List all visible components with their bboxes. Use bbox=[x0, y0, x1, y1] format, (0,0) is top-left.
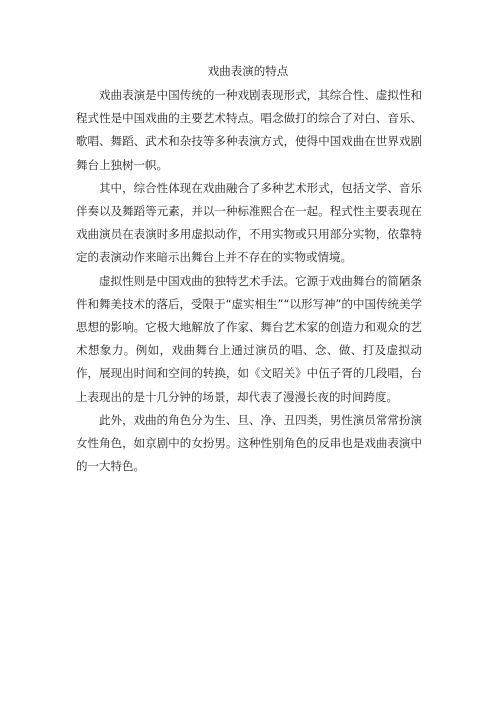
document-title: 戏曲表演的特点 bbox=[207, 64, 289, 78]
paragraph-comprehensive: 其中，综合性体现在戏曲融合了多种艺术形式，包括文学、音乐伴奏以及舞蹈等元素，并以一种标准熙合在一起。程式性主要表现在戏曲演员在表演时多用虚拟动作，不用实物或只用部分实物，依靠特定的表演动作来暗示出舞台上并不存在的实物或情境。 bbox=[76, 180, 422, 265]
document-body bbox=[76, 84, 422, 478]
paragraph-virtual: 虚拟性则是中国戏曲的独特艺术手法。它源于戏曲舞台的简陋条件和舞美技术的落后，受限于“虚实相生”“以形写神”的中国传统美学思想的影响。它极大地解放了作家、舞台艺术家的创造力和观众的艺术想象力。例如，戏曲舞台上通过演员的唱、念、做、打及虚拟动作，展现出时间和空间的转换，如《文昭关》中伍子胥的几段唱，台上表现出的是十几分钟的场景，却代表了漫漫长夜的时间跨度。 bbox=[76, 273, 422, 404]
paragraph-roles: 此外，戏曲的角色分为生、旦、净、丑四类，男性演员常常扮演女性角色，如京剧中的女扮男。这种性别角色的反串也是戏曲表演中的一大特色。 bbox=[76, 412, 422, 474]
paragraph-intro: 戏曲表演是中国传统的一种戏剧表现形式，其综合性、虚拟性和程式性是中国戏曲的主要艺术特点。唱念做打的综合了对白、音乐、歌唱、舞蹈、武术和杂技等多种表演方式，使得中国戏曲在世界戏剧舞台上独树一帜。 bbox=[76, 88, 422, 172]
